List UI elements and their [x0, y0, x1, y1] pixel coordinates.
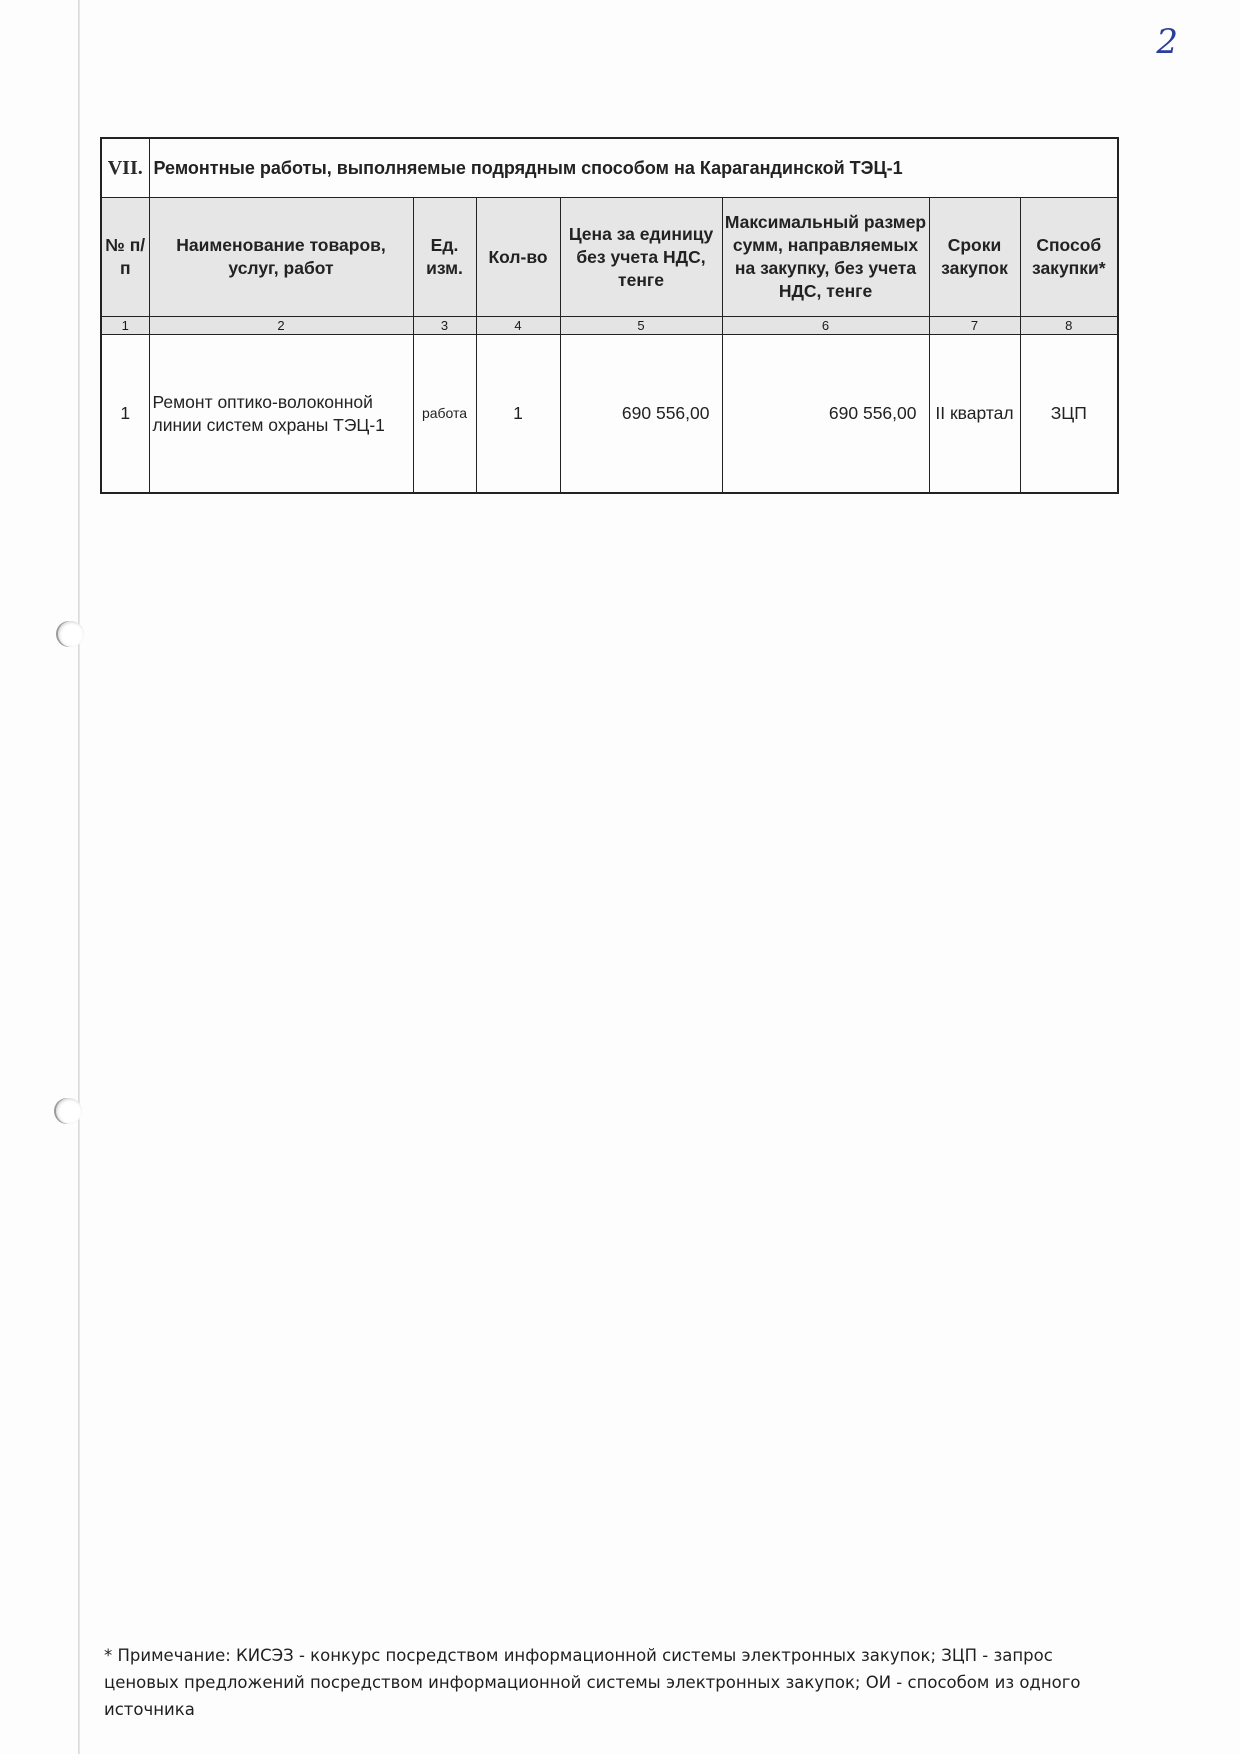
row-quantity: 1 [476, 335, 560, 494]
column-index-row [101, 317, 1118, 335]
punch-hole [58, 621, 84, 647]
column-index: 2 [149, 317, 413, 335]
page-fold-line [78, 0, 80, 1754]
column-header-row [101, 198, 1118, 317]
handwritten-page-number: 2 [1156, 22, 1178, 62]
header-max-amount: Максимальный размер сумм, направляемых на закупку, без учета НДС, тенге [722, 198, 929, 317]
column-index: 7 [929, 317, 1020, 335]
column-index: 1 [101, 317, 149, 335]
section-title: Ремонтные работы, выполняемые подрядным способом на Карагандинской ТЭЦ-1 [149, 138, 1118, 198]
header-number: № п/п [101, 198, 149, 317]
header-term: Сроки закупок [929, 198, 1020, 317]
column-index: 4 [476, 317, 560, 335]
procurement-table [100, 137, 1119, 494]
column-index: 3 [413, 317, 476, 335]
section-header-row [101, 138, 1118, 198]
header-quantity: Кол-во [476, 198, 560, 317]
row-term: II квартал [929, 335, 1020, 494]
section-number: VII. [101, 138, 149, 198]
row-method: ЗЦП [1020, 335, 1118, 494]
row-unit-price: 690 556,00 [560, 335, 722, 494]
row-item-name: Ремонт оптико-волоконной линии систем охраны ТЭЦ-1 [149, 335, 413, 494]
header-method: Способ закупки* [1020, 198, 1118, 317]
footnote: * Примечание: КИСЭЗ - конкурс посредством информационной системы электронных закупок; ЗЦП - запрос ценовых предложений посредством информационной системы электронных закупок; ОИ - способом из одного источника [104, 1646, 1081, 1719]
header-unit-price: Цена за единицу без учета НДС, тенге [560, 198, 722, 317]
table-row [101, 335, 1118, 494]
header-unit: Ед. изм. [413, 198, 476, 317]
column-index: 8 [1020, 317, 1118, 335]
row-number: 1 [101, 335, 149, 494]
procurement-table-container [100, 137, 1117, 494]
column-index: 5 [560, 317, 722, 335]
punch-hole [56, 1098, 82, 1124]
column-index: 6 [722, 317, 929, 335]
header-name: Наименование товаров, услуг, работ [149, 198, 413, 317]
row-unit: работа [413, 335, 476, 494]
row-max-amount: 690 556,00 [722, 335, 929, 494]
